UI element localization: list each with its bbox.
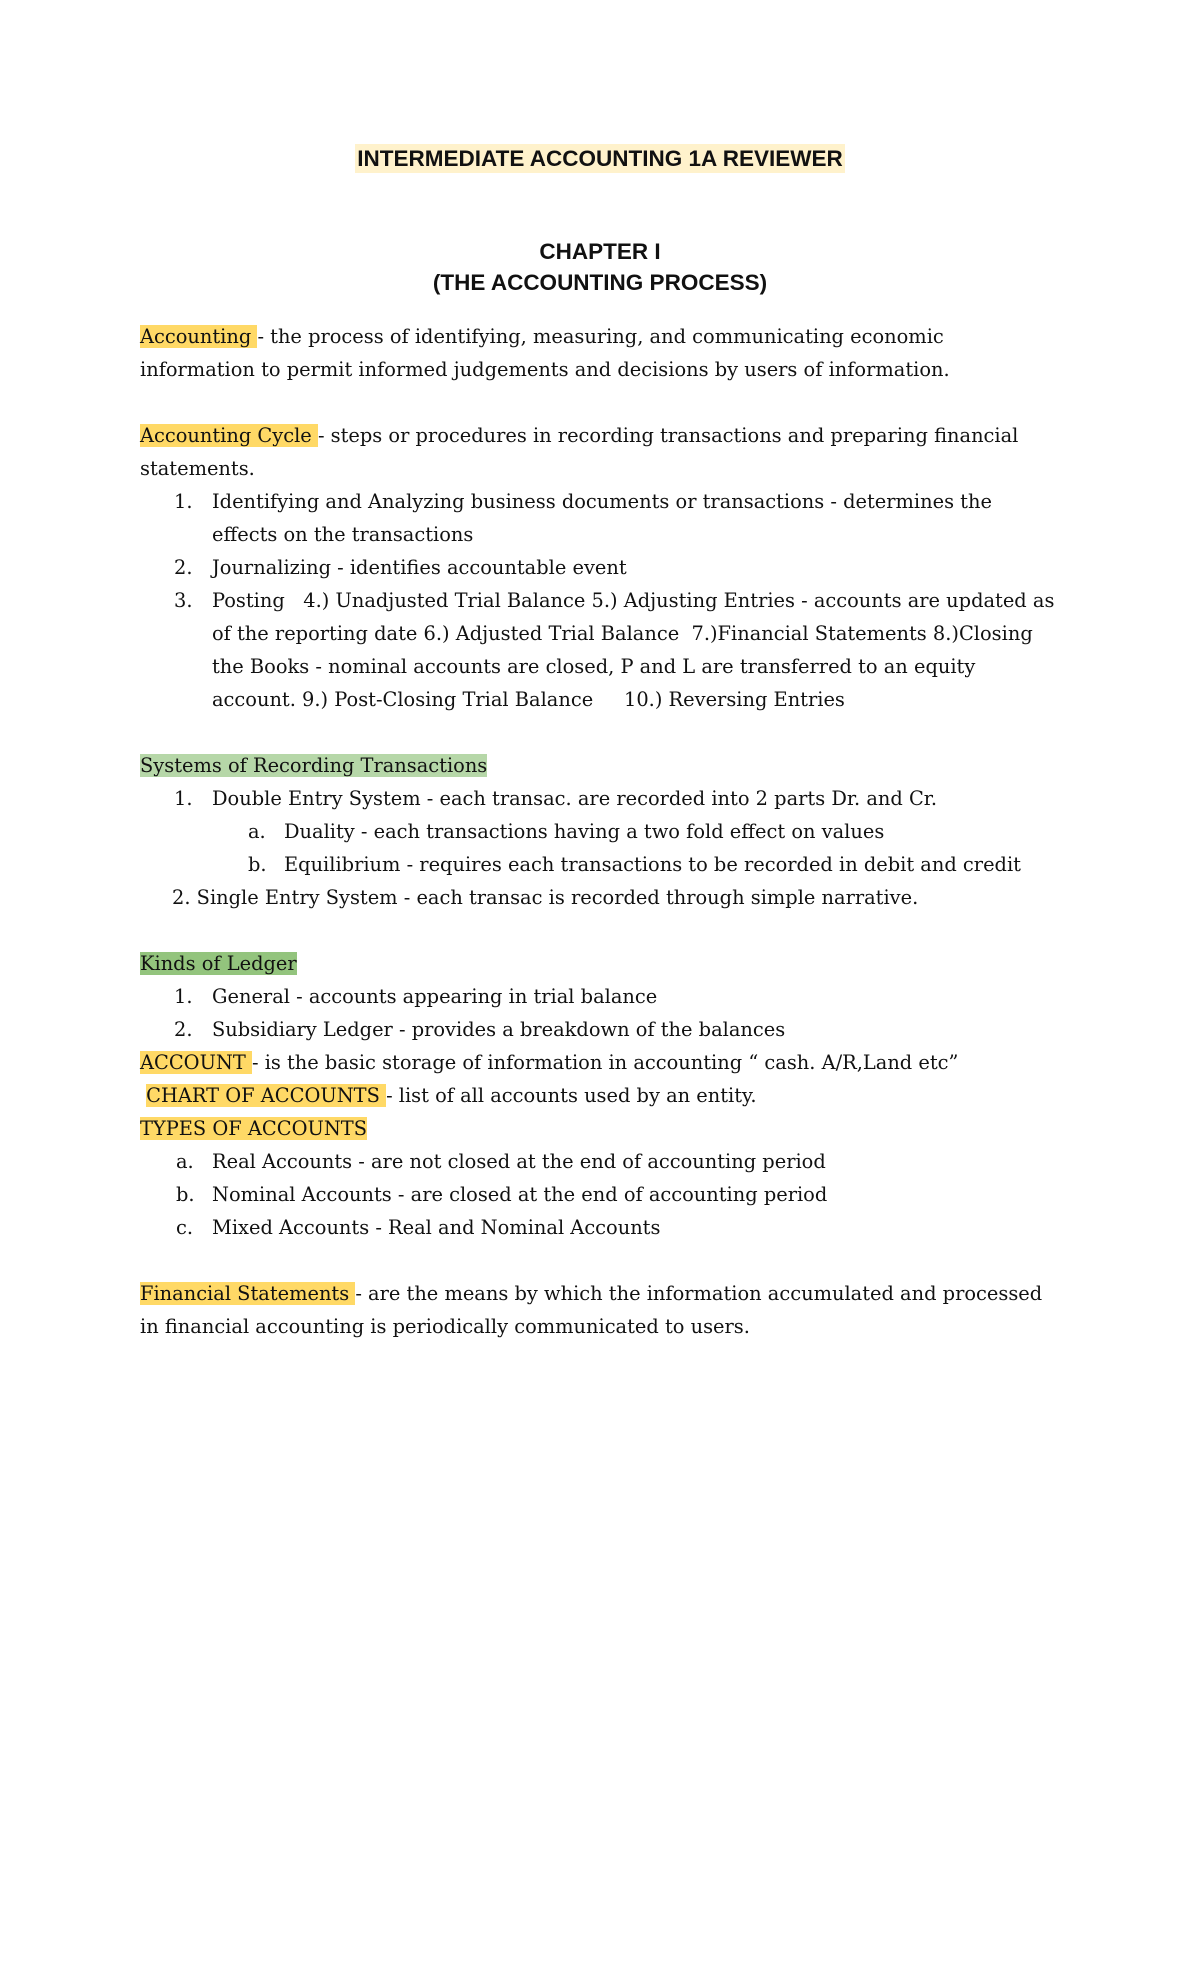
systems-heading (140, 749, 1060, 782)
term-kinds-of-ledger: Kinds of Ledger (140, 952, 297, 975)
list-subitem: a. Duality - each transactions having a two fold effect on values (248, 820, 885, 843)
account-definition (140, 1046, 1060, 1079)
list-item: 1. Identifying and Analyzing business documents or transactions - determines the effects on the transactions (174, 490, 992, 546)
list-item: a. Real Accounts - are not closed at the end of accounting period (176, 1150, 826, 1173)
accounting-cycle-definition-text: - steps or procedures in recording transactions and preparing financial statements. (140, 424, 1019, 480)
list-subitem: b. Equilibrium - requires each transactions to be recorded in debit and credit (248, 853, 1021, 876)
term-account: ACCOUNT (140, 1051, 252, 1074)
financial-statements-definition (140, 1277, 1060, 1343)
list-item: 2. Subsidiary Ledger - provides a breakdown of the balances (174, 1018, 786, 1041)
chapter-number: CHAPTER I (539, 239, 661, 264)
chart-of-accounts-definition (140, 1079, 1060, 1112)
chapter-title: (THE ACCOUNTING PROCESS) (432, 270, 768, 295)
chart-of-accounts-definition-text: - list of all accounts used by an entity. (386, 1084, 757, 1107)
list-item: c. Mixed Accounts - Real and Nominal Accounts (176, 1216, 661, 1239)
accounting-cycle-list (140, 485, 1060, 716)
accounting-definition (140, 320, 1060, 386)
ledger-heading (140, 947, 1060, 980)
types-of-accounts-list (140, 1145, 1060, 1244)
list-item: 3. Posting 4.) Unadjusted Trial Balance 5.) Adjusting Entries - accounts are updated as of the reporting date 6.) Adjusted Trial Balance 7.)Financial Statements 8.)Closing the Books - nominal accounts are closed, P and L are transferred to an equity account. 9.) Post-Closing Trial Balance 10.) Reversing Entries (174, 589, 1061, 711)
accounting-cycle-definition (140, 419, 1060, 485)
term-systems-of-recording: Systems of Recording Transactions (140, 754, 488, 777)
term-chart-of-accounts: CHART OF ACCOUNTS (146, 1084, 387, 1107)
chapter-heading (140, 236, 1060, 298)
term-accounting: Accounting (140, 325, 258, 348)
document-title (140, 144, 1060, 174)
term-types-of-accounts: TYPES OF ACCOUNTS (140, 1117, 367, 1140)
systems-list (140, 782, 1060, 914)
list-item: b. Nominal Accounts - are closed at the end of accounting period (176, 1183, 828, 1206)
list-item: 2. Journalizing - identifies accountable event (174, 556, 627, 579)
financial-statements-definition-text: - are the means by which the information accumulated and processed in financial accounting is periodically communicated to users. (140, 1282, 1043, 1338)
list-item: 2. Single Entry System - each transac is recorded through simple narrative. (172, 886, 919, 909)
accounting-definition-text: - the process of identifying, measuring, and communicating economic information to permit informed judgements and decisions by users of information. (140, 325, 950, 381)
document-title-text: INTERMEDIATE ACCOUNTING 1A REVIEWER (357, 146, 843, 171)
document-body (140, 320, 1060, 1343)
term-accounting-cycle: Accounting Cycle (140, 424, 318, 447)
account-definition-text: - is the basic storage of information in accounting “ cash. A/R,Land etc” (251, 1051, 959, 1074)
list-item: 1. General - accounts appearing in trial balance (174, 985, 658, 1008)
types-of-accounts-heading (140, 1112, 1060, 1145)
list-item: 1. Double Entry System - each transac. are recorded into 2 parts Dr. and Cr. (174, 787, 938, 810)
ledger-list (140, 980, 1060, 1046)
term-financial-statements: Financial Statements (140, 1282, 356, 1305)
